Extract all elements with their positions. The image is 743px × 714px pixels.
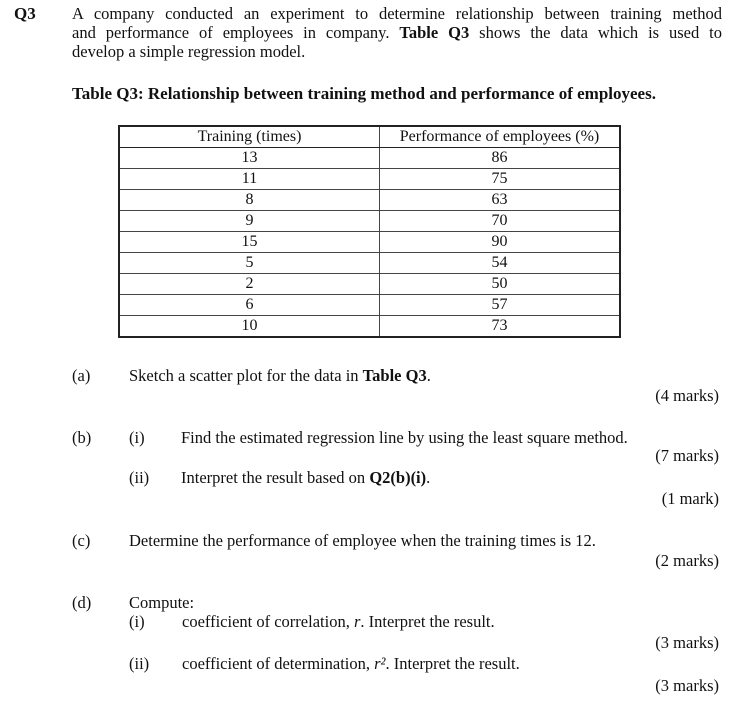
intro-line-2-text: and performance of employees in company.	[72, 23, 390, 42]
table-row	[119, 211, 620, 232]
table-caption: Table Q3: Relationship between training method and performance of employees.	[72, 84, 656, 103]
part-d-ii-post: . Interpret the result.	[385, 654, 520, 673]
cell-training: 15	[119, 232, 380, 253]
part-a-marks: (4 marks)	[655, 386, 719, 405]
part-b-ii-text	[181, 468, 430, 488]
part-d-i-text	[182, 612, 495, 632]
cell-training: 13	[119, 148, 380, 169]
part-c-label: (c)	[72, 531, 91, 550]
part-b-ii-marks: (1 mark)	[661, 489, 719, 508]
cell-training: 6	[119, 295, 380, 316]
cell-training: 9	[119, 211, 380, 232]
cell-training: 5	[119, 253, 380, 274]
table-row	[119, 316, 620, 338]
table-row	[119, 274, 620, 295]
part-d-label: (d)	[72, 593, 92, 612]
part-a-table-ref: Table Q3	[362, 366, 427, 385]
cell-performance: 90	[380, 232, 621, 253]
part-b-ii-ref: Q2(b)(i)	[369, 468, 427, 487]
intro-table-ref: Table Q3	[399, 23, 470, 42]
part-d-ii-text	[182, 654, 520, 674]
table-row	[119, 232, 620, 253]
intro-line-3: develop a simple regression model.	[72, 42, 306, 61]
question-intro	[72, 4, 722, 61]
cell-performance: 54	[380, 253, 621, 274]
table-row	[119, 295, 620, 316]
part-d-i-var: r	[353, 612, 361, 631]
part-b-label: (b)	[72, 428, 92, 447]
part-a-after: .	[426, 366, 431, 385]
part-d-text: Compute:	[129, 593, 195, 612]
part-d-i-pre: coefficient of correlation,	[182, 612, 354, 631]
intro-line-2-after: shows the data which is used to	[469, 23, 722, 42]
part-d-i-marks: (3 marks)	[655, 633, 719, 652]
intro-line-1: A company conducted an experiment to determine relationship between training method	[72, 4, 722, 23]
part-b-i-marks: (7 marks)	[655, 446, 719, 465]
cell-performance: 73	[380, 316, 621, 338]
part-d-ii-var: r²	[374, 654, 386, 673]
cell-training: 10	[119, 316, 380, 338]
part-b-ii-after: .	[426, 468, 431, 487]
table-row	[119, 148, 620, 169]
data-table	[118, 125, 621, 338]
part-a-label: (a)	[72, 366, 91, 385]
part-d-ii-marks: (3 marks)	[655, 676, 719, 695]
cell-training: 8	[119, 190, 380, 211]
cell-training: 11	[119, 169, 380, 190]
table-row	[119, 190, 620, 211]
cell-training: 2	[119, 274, 380, 295]
table-row	[119, 169, 620, 190]
part-c-text: Determine the performance of employee when the training times is 12.	[129, 531, 596, 550]
cell-performance: 57	[380, 295, 621, 316]
intro-line-2	[72, 23, 722, 42]
table-header-row	[119, 126, 620, 148]
cell-performance: 86	[380, 148, 621, 169]
question-number: Q3	[14, 4, 36, 23]
part-b-i-text: Find the estimated regression line by using the least square method.	[181, 428, 628, 447]
part-b-i-label: (i)	[129, 428, 145, 447]
part-d-ii-label: (ii)	[129, 654, 150, 673]
part-d-i-label: (i)	[129, 612, 145, 631]
cell-performance: 63	[380, 190, 621, 211]
part-b-ii-question: Interpret the result based on	[181, 468, 370, 487]
part-a-text	[129, 366, 431, 386]
part-d-i-post: . Interpret the result.	[360, 612, 495, 631]
part-a-question: Sketch a scatter plot for the data in	[129, 366, 363, 385]
part-d-ii-pre: coefficient of determination,	[182, 654, 375, 673]
cell-performance: 50	[380, 274, 621, 295]
cell-performance: 75	[380, 169, 621, 190]
cell-performance: 70	[380, 211, 621, 232]
table-row	[119, 253, 620, 274]
part-c-marks: (2 marks)	[655, 551, 719, 570]
header-training: Training (times)	[119, 126, 380, 148]
part-b-ii-label: (ii)	[129, 468, 150, 487]
header-performance: Performance of employees (%)	[380, 126, 621, 148]
